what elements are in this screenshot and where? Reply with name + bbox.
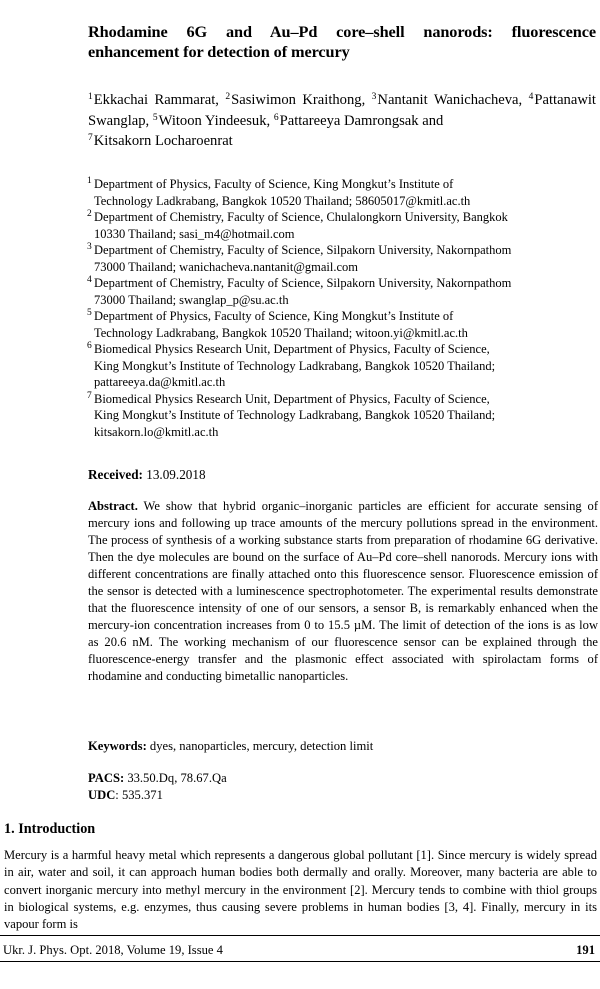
author-list (88, 90, 596, 152)
pacs-codes: PACS: 33.50.Dq, 78.67.Qa (88, 771, 227, 785)
author: $^2$Sasiwimon Kraithong, (225, 92, 366, 108)
abstract (88, 498, 598, 686)
author: $^5$Witoon Yindeesuk, (152, 112, 271, 129)
paper-title: Rhodamine 6G and Au–Pd core–shell nanorods: fluorescence enhancement for detection of mercury (88, 22, 596, 61)
author: $^7$Kitsakorn Locharoenrat (88, 133, 233, 149)
author: $^3$Nantanit Wanichacheva, (371, 92, 523, 108)
affiliation: 2 Department of Chemistry, Faculty of Science, Chulalongkorn University, Bangkok 10330 Thailand; sasi_m4@hotmail.com (87, 209, 508, 241)
affiliation: 1 Department of Physics, Faculty of Science, King Mongkut’s Institute of Technology Ladkrabang, Bangkok 10520 Thailand; 58605017@kmitl.ac.th (87, 176, 471, 208)
keywords: Keywords: dyes, nanoparticles, mercury, detection limit (88, 739, 374, 753)
section-heading: 1. Introduction (4, 821, 96, 837)
author: $^6$Pattareeya Damrongsak and (273, 112, 444, 129)
affiliation: 3 Department of Chemistry, Faculty of Science, Silpakorn University, Nakornpathom 73000 Thailand; wanichacheva.nantanit@gmail.com (87, 242, 512, 274)
footer-divider (0, 935, 600, 936)
author: $^1$Ekkachai Rammarat, (88, 92, 219, 108)
affiliation: 5 Department of Physics, Faculty of Science, King Mongkut’s Institute of Technology Ladkrabang, Bangkok 10520 Thailand; witoon.yi@kmitl.ac.th (87, 308, 468, 340)
received-date: Received: 13.09.2018 (88, 467, 206, 482)
abstract-text: We show that hybrid organic–inorganic particles are efficient for accurate sensing of mercury ions and following up trace amounts of the mercury pollutions spread in the environment. The process of synthesis of a working substance starts from preparation of rhodamine 6G derivative. Then the dye molecules are bound on the surface of Au–Pd core–shell nanorods. Mercury ions with different concentrations are finally attached onto this fluorescence sensor. Fluorescence emission of the sensor is detected with a luminescence spectrophotometer. The experimental results demonstrate that the fluorescence intensity of one of our sensors, a sensor B, is remarkably enhanced when the mercury-ion concentration increases from 0 to 15.5 µM. The limit of detection of the ions is as low as 20.6 nM. The working mechanism of our fluorescence sensor can be explained through the fluorescence-energy transfer and the plasmonic effect associated with spirolactam forms of rhodamine and conducting bimetallic nanoparticles. (88, 499, 598, 684)
affiliation-list (88, 176, 596, 440)
abstract-label: Abstract. (88, 499, 138, 513)
affiliation: 6 Biomedical Physics Research Unit, Department of Physics, Faculty of Science, King Mongkut’s Institute of Technology Ladkrabang, Bangkok 10520 Thailand; pattareeya.da@kmitl.ac.th (87, 341, 496, 389)
journal-citation: Ukr. J. Phys. Opt. 2018, Volume 19, Issue 4 (3, 943, 223, 957)
section-body: Mercury is a harmful heavy metal which represents a dangerous global pollutant [1]. Since mercury is widely spread in air, water and soil, it can approach human bodies both dermally and orally. Moreover, many bacteria are able to convert inorganic mercury into methyl mercury in the environment [2]. Mercury tends to combine with thiol groups in biological systems, e.g. enzymes, thus causing severe problems in human bodies [3, 4]. Finally, mercury in its vapour form is (4, 848, 597, 932)
affiliation: 7 Biomedical Physics Research Unit, Department of Physics, Faculty of Science, King Mongkut’s Institute of Technology Ladkrabang, Bangkok 10520 Thailand; kitsakorn.lo@kmitl.ac.th (87, 390, 496, 439)
author: $^4$Pattanawit Swanglap, (88, 92, 596, 129)
udc-code: UDC: 535.371 (88, 787, 163, 802)
classification-codes (88, 770, 227, 803)
footer-divider (0, 961, 600, 962)
affiliation: 4 Department of Chemistry, Faculty of Science, Silpakorn University, Nakornpathom 73000 Thailand; swanglap_p@su.ac.th (87, 275, 512, 307)
page-number: 191 (576, 943, 595, 957)
